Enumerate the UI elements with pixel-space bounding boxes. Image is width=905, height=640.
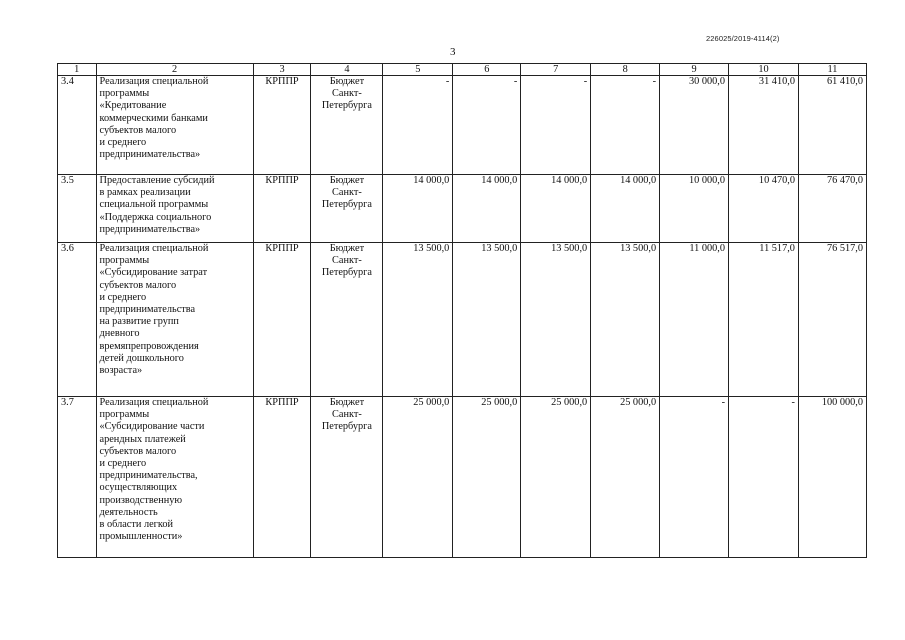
program-name-line: Предоставление субсидий bbox=[99, 175, 215, 186]
value-cell: - bbox=[383, 76, 453, 175]
header-row bbox=[58, 64, 867, 76]
column-header: 4 bbox=[311, 64, 383, 76]
value-cell: - bbox=[591, 76, 660, 175]
program-name-line: деятельность bbox=[99, 506, 158, 518]
funding-source bbox=[311, 76, 383, 175]
row-number: 3.5 bbox=[58, 175, 97, 243]
program-name-line: арендных платежей bbox=[99, 433, 186, 445]
program-name-line: и среднего bbox=[99, 291, 147, 303]
program-name-line: Реализация специальной bbox=[99, 397, 209, 408]
program-name-line: дневного bbox=[99, 328, 140, 340]
total-cell: 76 470,0 bbox=[798, 175, 866, 243]
program-name-line: субъектов малого bbox=[99, 445, 177, 457]
document-number: 226025/2019-4114(2) bbox=[706, 34, 780, 43]
value-cell: 25 000,0 bbox=[591, 397, 660, 558]
total-cell: 76 517,0 bbox=[798, 243, 866, 397]
row-number: 3.6 bbox=[58, 243, 97, 397]
column-header: 3 bbox=[253, 64, 311, 76]
column-header: 11 bbox=[798, 64, 866, 76]
funding-source-line: Санкт- bbox=[332, 409, 362, 421]
value-cell: 31 410,0 bbox=[729, 76, 799, 175]
value-cell: 11 000,0 bbox=[660, 243, 729, 397]
program-name-line: промышленности» bbox=[99, 531, 183, 543]
program-name-line: программы bbox=[99, 255, 150, 267]
program-name-line: в области легкой bbox=[99, 519, 174, 531]
total-cell: 100 000,0 bbox=[798, 397, 866, 558]
program-name-line: осуществляющих bbox=[99, 482, 178, 494]
value-cell: 25 000,0 bbox=[453, 397, 521, 558]
program-name-line: возраста» bbox=[99, 365, 143, 377]
program-name-line: в рамках реализации bbox=[99, 187, 191, 199]
program-name-line: детей дошкольного bbox=[99, 352, 184, 364]
column-header: 5 bbox=[383, 64, 453, 76]
program-name-line: «Кредитование bbox=[99, 100, 167, 112]
column-header: 2 bbox=[96, 64, 253, 76]
column-header: 1 bbox=[58, 64, 97, 76]
funding-source-line: Бюджет bbox=[329, 397, 365, 408]
value-cell: 10 000,0 bbox=[660, 175, 729, 243]
program-name-line: «Субсидирование части bbox=[99, 421, 205, 433]
value-cell: 30 000,0 bbox=[660, 76, 729, 175]
program-name bbox=[96, 243, 253, 397]
program-name-line: специальной программы bbox=[99, 199, 209, 211]
program-name-line: программы bbox=[99, 409, 150, 421]
column-header: 7 bbox=[521, 64, 591, 76]
program-name-line: предпринимательства bbox=[99, 304, 196, 316]
value-cell: 14 000,0 bbox=[383, 175, 453, 243]
funding-source-line: Санкт- bbox=[332, 187, 362, 199]
funding-source-line: Санкт- bbox=[332, 88, 362, 100]
executor: КРППР bbox=[253, 397, 311, 558]
value-cell: - bbox=[729, 397, 799, 558]
value-cell: 14 000,0 bbox=[521, 175, 591, 243]
column-header: 6 bbox=[453, 64, 521, 76]
funding-source-line: Санкт- bbox=[332, 255, 362, 267]
program-name-line: предпринимательства» bbox=[99, 223, 201, 235]
program-name-line: Реализация специальной bbox=[99, 243, 209, 254]
table-row bbox=[58, 397, 867, 558]
executor: КРППР bbox=[253, 76, 311, 175]
program-name-line: на развитие групп bbox=[99, 316, 179, 328]
row-number: 3.7 bbox=[58, 397, 97, 558]
program-name-line: коммерческими банками bbox=[99, 112, 208, 124]
executor: КРППР bbox=[253, 175, 311, 243]
value-cell: - bbox=[660, 397, 729, 558]
page-number: 3 bbox=[450, 46, 456, 58]
funding-source-line: Петербурга bbox=[321, 199, 372, 211]
program-name-line: времяпрепровождения bbox=[99, 340, 199, 352]
funding-source-line: Бюджет bbox=[329, 175, 365, 186]
executor: КРППР bbox=[253, 243, 311, 397]
program-name-line: субъектов малого bbox=[99, 124, 177, 136]
row-number: 3.4 bbox=[58, 76, 97, 175]
program-name-line: предпринимательства, bbox=[99, 470, 198, 482]
budget-table bbox=[57, 63, 867, 558]
program-name-line: и среднего bbox=[99, 458, 147, 470]
program-name bbox=[96, 397, 253, 558]
value-cell: 13 500,0 bbox=[383, 243, 453, 397]
value-cell: 11 517,0 bbox=[729, 243, 799, 397]
value-cell: 13 500,0 bbox=[521, 243, 591, 397]
funding-source bbox=[311, 243, 383, 397]
value-cell: 14 000,0 bbox=[591, 175, 660, 243]
funding-source-line: Петербурга bbox=[321, 267, 372, 279]
funding-source-line: Петербурга bbox=[321, 100, 372, 112]
program-name-line: «Субсидирование затрат bbox=[99, 267, 208, 279]
value-cell: 25 000,0 bbox=[521, 397, 591, 558]
funding-source-line: Петербурга bbox=[321, 421, 372, 433]
value-cell: 13 500,0 bbox=[591, 243, 660, 397]
program-name-line: предпринимательства» bbox=[99, 149, 201, 161]
funding-source-line: Бюджет bbox=[329, 243, 365, 254]
column-header: 10 bbox=[729, 64, 799, 76]
total-cell: 61 410,0 bbox=[798, 76, 866, 175]
value-cell: 13 500,0 bbox=[453, 243, 521, 397]
funding-source bbox=[311, 175, 383, 243]
column-header: 8 bbox=[591, 64, 660, 76]
program-name bbox=[96, 76, 253, 175]
column-header: 9 bbox=[660, 64, 729, 76]
program-name-line: Реализация специальной bbox=[99, 76, 209, 87]
funding-source-line: Бюджет bbox=[329, 76, 365, 87]
program-name bbox=[96, 175, 253, 243]
program-name-line: «Поддержка социального bbox=[99, 211, 212, 223]
program-name-line: субъектов малого bbox=[99, 279, 177, 291]
program-name-line: производственную bbox=[99, 494, 183, 506]
program-name-line: и среднего bbox=[99, 137, 147, 149]
value-cell: - bbox=[521, 76, 591, 175]
table-row bbox=[58, 243, 867, 397]
table-row bbox=[58, 175, 867, 243]
value-cell: 14 000,0 bbox=[453, 175, 521, 243]
funding-source bbox=[311, 397, 383, 558]
table-row bbox=[58, 76, 867, 175]
value-cell: 10 470,0 bbox=[729, 175, 799, 243]
value-cell: 25 000,0 bbox=[383, 397, 453, 558]
program-name-line: программы bbox=[99, 88, 150, 100]
value-cell: - bbox=[453, 76, 521, 175]
